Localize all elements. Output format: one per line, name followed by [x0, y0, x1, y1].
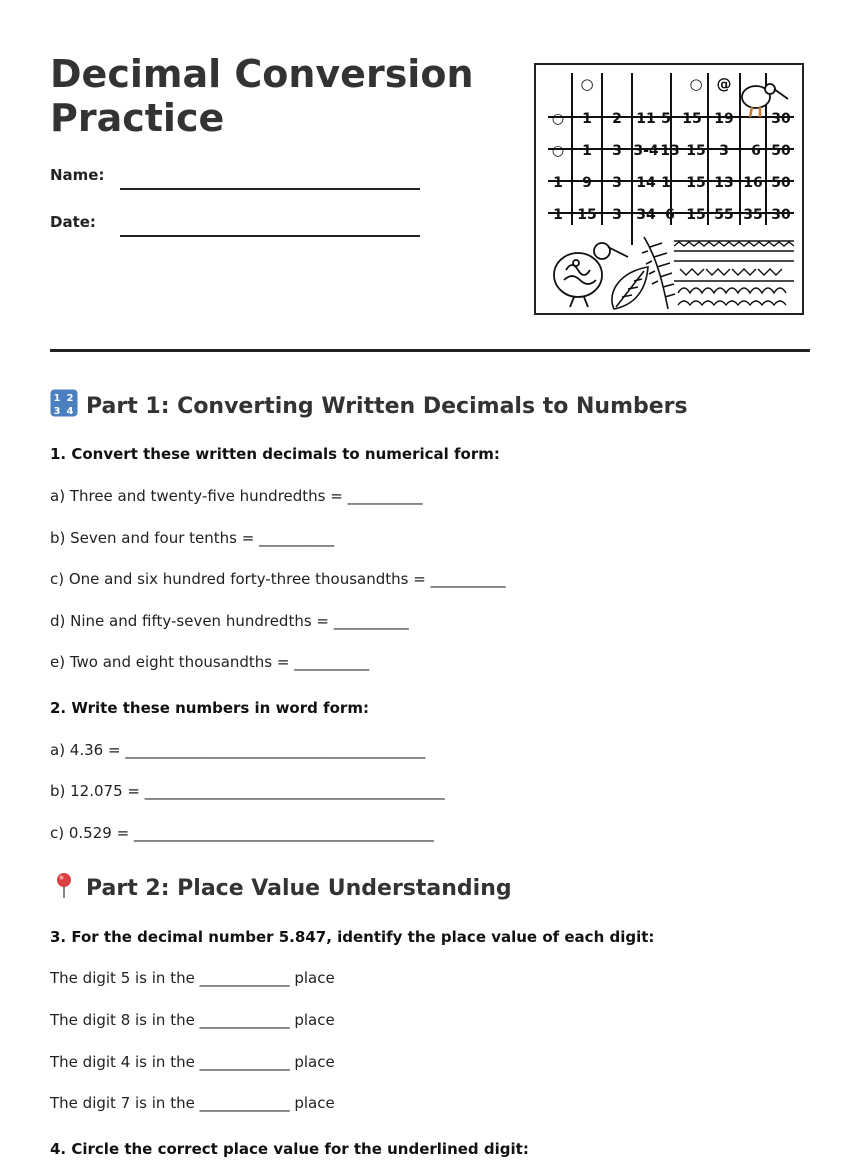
art-cell: 1 [553, 207, 563, 223]
q2-item-a[interactable]: a) 4.36 = ________________________________________ [50, 741, 426, 759]
q1-item-d[interactable]: d) Nine and fifty-seven hundredths = __________ [50, 612, 409, 630]
part2-heading [50, 871, 512, 907]
art-cell: 6 [665, 207, 675, 223]
art-cell: 1 [553, 175, 563, 191]
q1-item-b[interactable]: b) Seven and four tenths = __________ [50, 529, 335, 547]
art-cell: 1 [661, 175, 671, 191]
art-cell: 13 [714, 175, 734, 191]
art-cell: 55 [714, 207, 734, 223]
art-cell: 15 [682, 111, 702, 127]
art-cell: 5 [661, 111, 671, 127]
art-cell: 6 [751, 143, 761, 159]
art-cell: 3 [719, 143, 729, 159]
round-pushpin-icon [50, 871, 78, 907]
art-cell: 9 [582, 175, 592, 191]
date-field[interactable] [50, 213, 430, 237]
part1-title: Part 1: Converting Written Decimals to Numbers [86, 394, 688, 419]
keycap-digit: 3 [53, 406, 61, 417]
question-3: 3. For the decimal number 5.847, identify the place value of each digit: [50, 928, 655, 946]
keycap-digit: 2 [66, 393, 74, 404]
question-2: 2. Write these numbers in word form: [50, 699, 369, 717]
art-cell: 11 [636, 111, 656, 127]
name-line[interactable] [120, 188, 420, 190]
art-cell: ○ [551, 143, 565, 159]
art-cell: 50 [771, 143, 791, 159]
page-title [50, 52, 520, 140]
worksheet-header [50, 52, 810, 322]
art-cell: 16 [743, 175, 763, 191]
art-cell: 15 [686, 175, 706, 191]
title-line-1: Decimal Conversion [50, 52, 474, 96]
artwork-svg [536, 65, 802, 313]
title-line-2: Practice [50, 96, 225, 140]
art-cell: 19 [714, 111, 734, 127]
q3-item-1[interactable]: The digit 5 is in the ____________ place [50, 969, 335, 987]
keycap-digit: 1 [53, 393, 61, 404]
art-cell: 50 [771, 175, 791, 191]
q2-item-b[interactable]: b) 12.075 = ________________________________________ [50, 782, 445, 800]
keycap-digit: 4 [66, 406, 74, 417]
part2-title: Part 2: Place Value Understanding [86, 876, 512, 901]
date-line[interactable] [120, 235, 420, 237]
art-cell: 3 [612, 143, 622, 159]
leaf-icon [612, 267, 648, 309]
q3-item-3[interactable]: The digit 4 is in the ____________ place [50, 1053, 335, 1071]
woven-pattern-icon [674, 241, 794, 305]
art-cell: 2 [612, 111, 622, 127]
q2-item-c[interactable]: c) 0.529 = ________________________________________ [50, 824, 434, 842]
question-1: 1. Convert these written decimals to numerical form: [50, 445, 500, 463]
decorative-artwork [534, 63, 804, 315]
q3-item-2[interactable]: The digit 8 is in the ____________ place [50, 1011, 335, 1029]
art-top-cell: ○ [689, 75, 703, 93]
q1-item-c[interactable]: c) One and six hundred forty-three thousandths = __________ [50, 570, 506, 588]
question-4: 4. Circle the correct place value for the underlined digit: [50, 1140, 529, 1158]
art-cell: 3 [612, 207, 622, 223]
name-label: Name: [50, 166, 105, 184]
art-cell: 13 [660, 143, 680, 159]
q1-item-e[interactable]: e) Two and eight thousandths = __________ [50, 653, 370, 671]
art-cell: 3-4 [633, 143, 659, 159]
art-cell: 1 [582, 111, 592, 127]
art-top-cell: ○ [580, 75, 594, 93]
art-cell: 14 [636, 175, 656, 191]
art-cell: 15 [686, 143, 706, 159]
art-top-cell: @ [716, 75, 732, 93]
art-cell: ○ [551, 111, 565, 127]
art-cell: 15 [686, 207, 706, 223]
q1-item-a[interactable]: a) Three and twenty-five hundredths = __________ [50, 487, 423, 505]
q3-item-4[interactable]: The digit 7 is in the ____________ place [50, 1094, 335, 1112]
art-cell: 1 [582, 143, 592, 159]
art-cell: 35 [743, 207, 763, 223]
art-cell: 34 [636, 207, 656, 223]
art-cell: 15 [577, 207, 597, 223]
part1-heading [50, 389, 688, 425]
art-cell: 3 [612, 175, 622, 191]
date-label: Date: [50, 213, 96, 231]
art-cell: 30 [771, 207, 791, 223]
header-divider [50, 349, 810, 352]
1234-keycap-icon [50, 389, 78, 425]
name-field[interactable] [50, 166, 430, 190]
art-cell: 30 [771, 111, 791, 127]
